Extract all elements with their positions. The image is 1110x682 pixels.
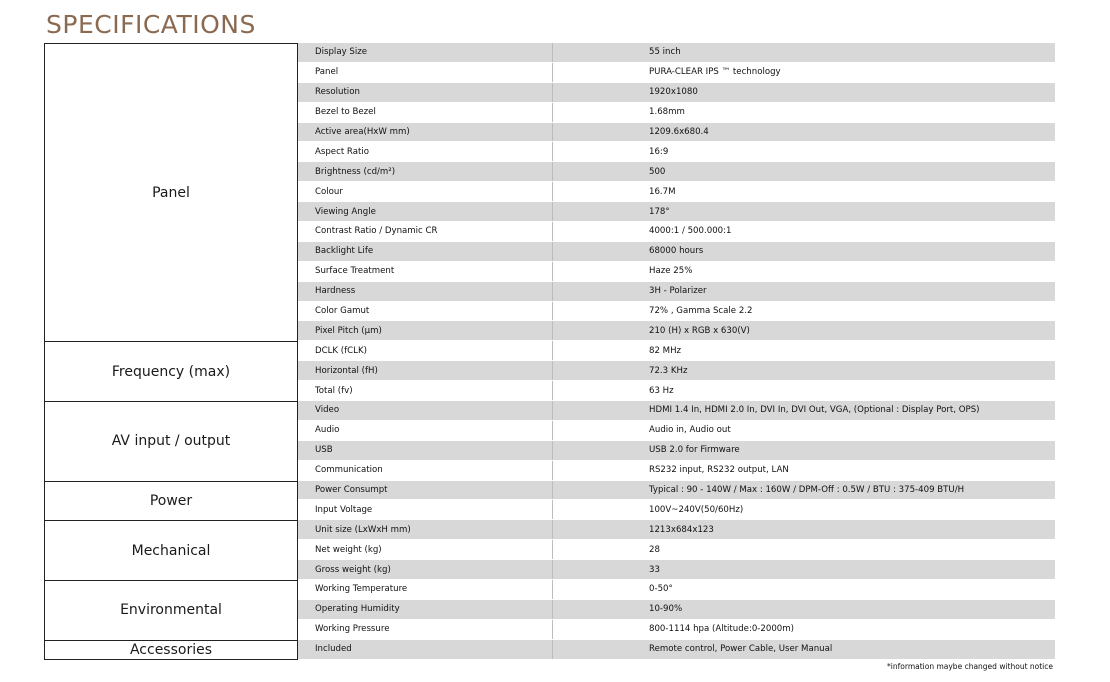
table-row — [298, 202, 1055, 222]
spec-value: 210 (H) x RGB x 630(V) — [649, 325, 750, 336]
spec-value: 68000 hours — [649, 246, 704, 257]
spec-value: 33 — [649, 564, 660, 575]
spec-group-label: Accessories — [44, 640, 298, 660]
table-row — [298, 103, 1055, 123]
table-row — [298, 43, 1055, 63]
table-row — [298, 182, 1055, 202]
spec-name: Audio — [298, 421, 553, 440]
table-row — [298, 361, 1055, 381]
spec-name: Working Temperature — [298, 580, 553, 599]
spec-value: PURA-CLEAR IPS ™ technology — [649, 67, 781, 78]
spec-name: Brightness (cd/m²) — [298, 162, 553, 181]
table-row — [298, 401, 1055, 421]
spec-rows — [298, 43, 1055, 341]
table-row — [298, 242, 1055, 262]
spec-value: 100V~240V(50/60Hz) — [649, 504, 744, 515]
spec-value: 82 MHz — [649, 345, 682, 356]
table-row — [298, 123, 1055, 143]
table-row — [298, 560, 1055, 580]
spec-name: Communication — [298, 461, 553, 480]
spec-rows — [298, 481, 1055, 521]
spec-value: 72% , Gamma Scale 2.2 — [649, 306, 753, 317]
spec-group — [44, 520, 1055, 580]
spec-rows — [298, 520, 1055, 580]
table-row — [298, 520, 1055, 540]
spec-name: DCLK (fCLK) — [298, 341, 553, 360]
spec-name: USB — [298, 441, 553, 460]
spec-name: Contrast Ratio / Dynamic CR — [298, 222, 553, 241]
spec-group — [44, 43, 1055, 341]
table-row — [298, 481, 1055, 501]
spec-name: Gross weight (kg) — [298, 560, 553, 579]
spec-group-label: Frequency (max) — [44, 341, 298, 401]
spec-group — [44, 481, 1055, 521]
spec-value: HDMI 1.4 In, HDMI 2.0 In, DVI In, DVI Out, VGA, (Optional : Display Port, OPS) — [649, 405, 980, 416]
spec-name: Total (fv) — [298, 381, 553, 400]
table-row — [298, 162, 1055, 182]
spec-rows — [298, 580, 1055, 640]
spec-value: 0-50° — [649, 584, 673, 595]
table-row — [298, 421, 1055, 441]
spec-value: USB 2.0 for Firmware — [649, 445, 740, 456]
spec-rows — [298, 401, 1055, 481]
spec-group-label: Mechanical — [44, 520, 298, 580]
spec-value: RS232 input, RS232 output, LAN — [649, 465, 789, 476]
spec-name: Hardness — [298, 282, 553, 301]
table-row — [298, 500, 1055, 520]
spec-value: 72.3 KHz — [649, 365, 688, 376]
spec-name: Panel — [298, 63, 553, 82]
spec-name: Surface Treatment — [298, 262, 553, 281]
spec-name: Net weight (kg) — [298, 540, 553, 559]
table-row — [298, 282, 1055, 302]
spec-name: Aspect Ratio — [298, 142, 553, 161]
spec-group — [44, 401, 1055, 481]
spec-value: 178° — [649, 206, 670, 217]
spec-name: Viewing Angle — [298, 202, 553, 221]
table-row — [298, 620, 1055, 640]
spec-name: Video — [298, 401, 553, 420]
spec-name: Bezel to Bezel — [298, 103, 553, 122]
spec-name: Operating Humidity — [298, 600, 553, 619]
spec-value: 1.68mm — [649, 107, 685, 118]
spec-value: 3H - Polarizer — [649, 286, 707, 297]
spec-name: Resolution — [298, 83, 553, 102]
spec-value: Typical : 90 - 140W / Max : 160W / DPM-Off : 0.5W / BTU : 375-409 BTU/H — [649, 485, 965, 496]
table-row — [298, 461, 1055, 481]
spec-group-label: AV input / output — [44, 401, 298, 481]
spec-name: Power Consumpt — [298, 481, 553, 500]
table-row — [298, 321, 1055, 341]
table-row — [298, 600, 1055, 620]
spec-group-label: Panel — [44, 43, 298, 341]
table-row — [298, 142, 1055, 162]
spec-name: Backlight Life — [298, 242, 553, 261]
spec-value: 10-90% — [649, 604, 683, 615]
spec-rows — [298, 341, 1055, 401]
spec-group — [44, 580, 1055, 640]
spec-name: Pixel Pitch (μm) — [298, 321, 553, 340]
spec-value: 28 — [649, 544, 660, 555]
table-row — [298, 640, 1055, 660]
spec-value: 63 Hz — [649, 385, 674, 396]
table-row — [298, 540, 1055, 560]
spec-value: 800-1114 hpa (Altitude:0-2000m) — [649, 624, 794, 635]
spec-group — [44, 640, 1055, 660]
spec-value: Remote control, Power Cable, User Manual — [649, 644, 833, 655]
spec-name: Color Gamut — [298, 302, 553, 321]
table-row — [298, 302, 1055, 322]
spec-value: 16.7M — [649, 186, 676, 197]
spec-value: 1213x684x123 — [649, 524, 714, 535]
spec-value: 1920x1080 — [649, 87, 698, 98]
page-title: SPECIFICATIONS — [46, 10, 256, 39]
spec-name: Display Size — [298, 43, 553, 62]
table-row — [298, 441, 1055, 461]
table-row — [298, 262, 1055, 282]
table-row — [298, 83, 1055, 103]
spec-value: Haze 25% — [649, 266, 693, 277]
table-row — [298, 381, 1055, 401]
spec-rows — [298, 640, 1055, 660]
spec-value: Audio in, Audio out — [649, 425, 731, 436]
spec-name: Included — [298, 640, 553, 659]
spec-name: Active area(HxW mm) — [298, 123, 553, 142]
spec-name: Unit size (LxWxH mm) — [298, 520, 553, 539]
table-row — [298, 222, 1055, 242]
spec-group-label: Environmental — [44, 580, 298, 640]
spec-value: 16:9 — [649, 146, 669, 157]
spec-group — [44, 341, 1055, 401]
spec-value: 500 — [649, 166, 666, 177]
table-row — [298, 63, 1055, 83]
spec-value: 4000:1 / 500.000:1 — [649, 226, 732, 237]
spec-name: Colour — [298, 182, 553, 201]
specifications-table — [44, 43, 1055, 660]
footnote: *information maybe changed without notice — [887, 662, 1053, 671]
spec-name: Horizontal (fH) — [298, 361, 553, 380]
spec-group-label: Power — [44, 481, 298, 521]
spec-value: 55 inch — [649, 47, 681, 58]
table-row — [298, 341, 1055, 361]
table-row — [298, 580, 1055, 600]
spec-value: 1209.6x680.4 — [649, 127, 709, 137]
spec-name: Working Pressure — [298, 620, 553, 639]
spec-name: Input Voltage — [298, 500, 553, 519]
